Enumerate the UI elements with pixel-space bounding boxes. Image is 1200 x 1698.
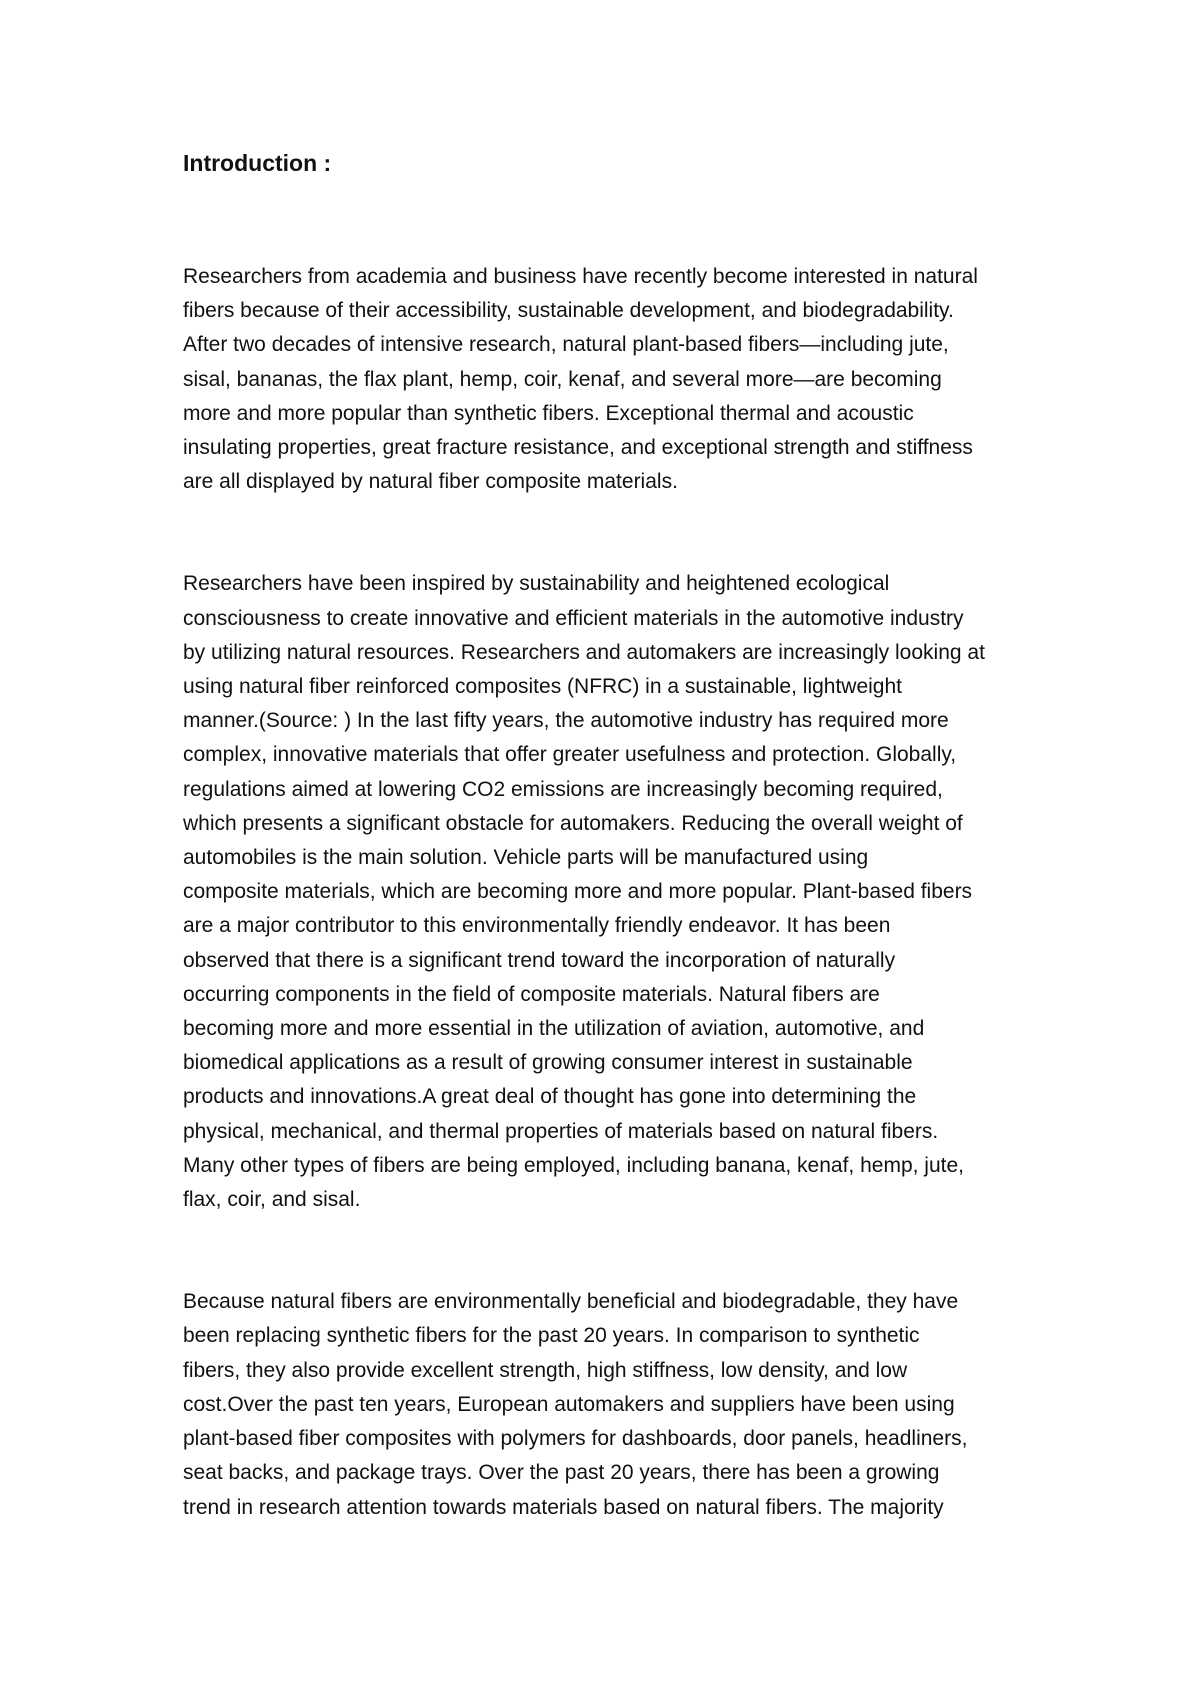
text-line: by utilizing natural resources. Researchers and automakers are increasingly looking at <box>183 640 985 664</box>
text-line: fibers, they also provide excellent strength, high stiffness, low density, and low <box>183 1358 908 1382</box>
text-line: becoming more and more essential in the utilization of aviation, automotive, and <box>183 1017 925 1041</box>
section-heading: Introduction : <box>183 150 332 176</box>
text-line: sisal, bananas, the flax plant, hemp, coir, kenaf, and several more—are becoming <box>183 367 942 391</box>
text-line: are a major contributor to this environmentally friendly endeavor. It has been <box>183 914 891 938</box>
text-line: observed that there is a significant trend toward the incorporation of naturally <box>183 948 896 972</box>
text-line: After two decades of intensive research, natural plant-based fibers—including jute, <box>183 333 949 357</box>
paragraph-2 <box>183 567 1043 1217</box>
document-body <box>183 146 1043 1525</box>
text-line: flax, coir, and sisal. <box>183 1188 361 1212</box>
text-line: Because natural fibers are environmentally beneficial and biodegradable, they have <box>183 1290 959 1314</box>
text-line: consciousness to create innovative and efficient materials in the automotive industry <box>183 606 964 630</box>
text-line: insulating properties, great fracture resistance, and exceptional strength and stiffness <box>183 436 973 460</box>
paragraph-3 <box>183 1285 1043 1524</box>
text-line: cost.Over the past ten years, European automakers and suppliers have been using <box>183 1392 955 1416</box>
paragraph-1 <box>183 260 1043 499</box>
text-line: trend in research attention towards materials based on natural fibers. The majority <box>183 1495 944 1519</box>
text-line: using natural fiber reinforced composites (NFRC) in a sustainable, lightweight <box>183 675 903 699</box>
text-line: been replacing synthetic fibers for the past 20 years. In comparison to synthetic <box>183 1324 920 1348</box>
text-line: products and innovations.A great deal of thought has gone into determining the <box>183 1085 917 1109</box>
text-line: are all displayed by natural fiber composite materials. <box>183 470 678 494</box>
text-line: Many other types of fibers are being employed, including banana, kenaf, hemp, jute, <box>183 1153 964 1177</box>
text-line: seat backs, and package trays. Over the past 20 years, there has been a growing <box>183 1461 940 1485</box>
text-line: physical, mechanical, and thermal properties of materials based on natural fibers. <box>183 1119 939 1143</box>
text-line: biomedical applications as a result of growing consumer interest in sustainable <box>183 1051 913 1075</box>
text-line: automobiles is the main solution. Vehicle parts will be manufactured using <box>183 846 869 870</box>
text-line: plant-based fiber composites with polymers for dashboards, door panels, headliners, <box>183 1427 968 1451</box>
text-line: complex, innovative materials that offer greater usefulness and protection. Globally, <box>183 743 957 767</box>
text-line: regulations aimed at lowering CO2 emissions are increasingly becoming required, <box>183 777 943 801</box>
text-line: fibers because of their accessibility, sustainable development, and biodegradability. <box>183 299 954 323</box>
text-line: occurring components in the field of composite materials. Natural fibers are <box>183 982 880 1006</box>
text-line: Researchers have been inspired by sustainability and heightened ecological <box>183 572 890 596</box>
text-line: which presents a significant obstacle for automakers. Reducing the overall weight of <box>183 811 963 835</box>
text-line: Researchers from academia and business have recently become interested in natural <box>183 265 978 288</box>
text-line: composite materials, which are becoming more and more popular. Plant-based fibers <box>183 880 973 904</box>
text-line: manner.(Source: ) In the last fifty years, the automotive industry has required more <box>183 709 949 733</box>
text-line: more and more popular than synthetic fibers. Exceptional thermal and acoustic <box>183 401 914 425</box>
